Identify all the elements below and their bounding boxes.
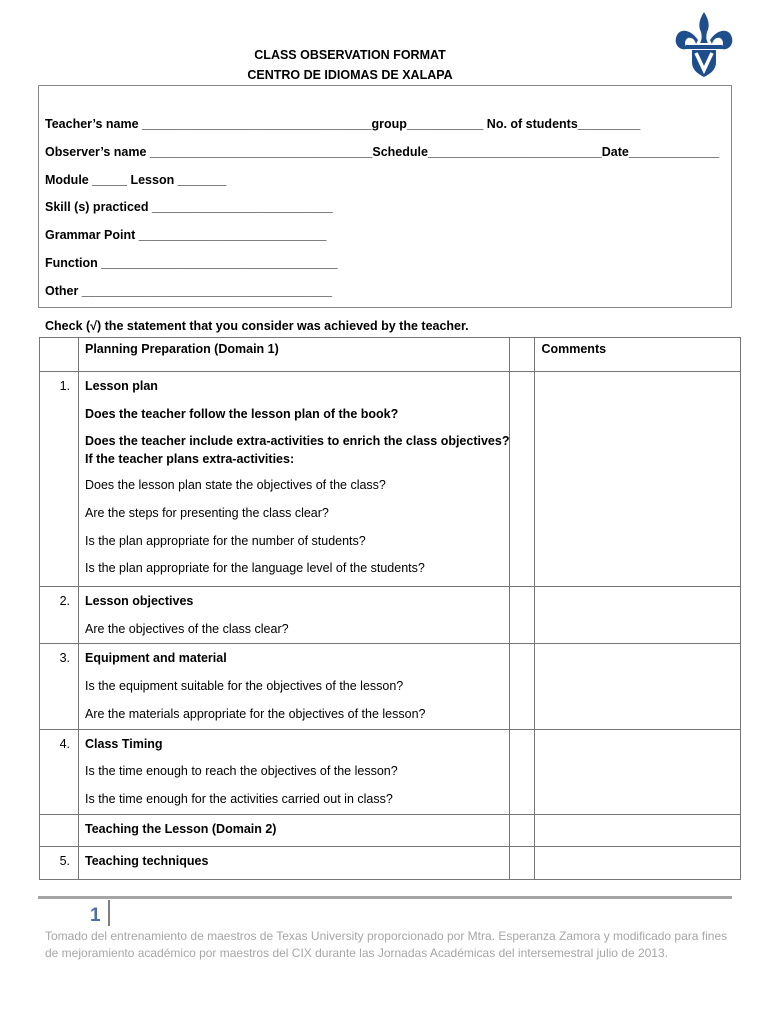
row-num-cell (40, 814, 79, 846)
header-num-cell (40, 338, 79, 372)
row-criteria-cell (79, 846, 510, 879)
page-number: 1 (90, 905, 101, 926)
criterion: Does the teacher follow the lesson plan of the book? (85, 406, 399, 421)
comments-cell[interactable] (535, 814, 741, 846)
row-num-cell (40, 729, 79, 814)
table-row (40, 587, 741, 644)
footer-divider (38, 896, 732, 899)
skills-practiced-line[interactable]: Skill (s) practiced __________________________ (45, 200, 333, 214)
section-heading: Class Timing (85, 736, 163, 751)
check-instruction: Check (√) the statement that you consider was achieved by the teacher. (45, 319, 469, 333)
check-cell[interactable] (510, 846, 535, 879)
row-num-cell (40, 644, 79, 729)
module-lesson-line[interactable]: Module _____ Lesson _______ (45, 173, 227, 187)
row-number: 5. (59, 853, 70, 868)
criterion: Is the time enough to reach the objectives of the lesson? (85, 764, 398, 779)
comments-label: Comments (541, 342, 607, 356)
section-heading: Teaching techniques (85, 853, 209, 868)
footer-note: Tomado del entrenamiento de maestros de Texas University proporcionado por Mtra. Esperanza Zamora y modificado para fines de mejoramiento académico por maestros del CIX durante las Jornadas Académicas del intersemestral julio de 2013. (45, 929, 728, 960)
domain1-label: Planning Preparation (Domain 1) (85, 342, 279, 356)
comments-cell[interactable] (535, 587, 741, 644)
section-heading: Lesson objectives (85, 594, 194, 608)
table-row (40, 644, 741, 729)
table-header-row (40, 338, 741, 372)
header-check-cell (510, 338, 535, 372)
check-cell[interactable] (510, 814, 535, 846)
check-cell[interactable] (510, 644, 535, 729)
row-num-cell (40, 372, 79, 587)
comments-cell[interactable] (535, 846, 741, 879)
row-number: 2. (59, 594, 70, 608)
criterion: Is the plan appropriate for the language level of the students? (85, 561, 425, 576)
criterion: Is the plan appropriate for the number of students? (85, 533, 366, 548)
domain2-cell (79, 814, 510, 846)
observer-name-line[interactable]: Observer’s name ________________________________Schedule_________________________Date_____________ (45, 145, 720, 159)
other-line[interactable]: Other ____________________________________ (45, 284, 333, 298)
criterion: Is the equipment suitable for the objectives of the lesson? (85, 679, 404, 694)
row-num-cell (40, 587, 79, 644)
university-logo (672, 10, 736, 80)
table-row (40, 372, 741, 587)
row-number: 3. (59, 651, 70, 666)
row-criteria-cell (79, 729, 510, 814)
domain2-row (40, 814, 741, 846)
check-cell[interactable] (510, 587, 535, 644)
row-criteria-cell (79, 372, 510, 587)
teacher-name-line[interactable]: Teacher’s name _________________________________group___________ No. of students_________ (45, 117, 641, 131)
table-row (40, 846, 741, 879)
comments-cell[interactable] (535, 372, 741, 587)
check-cell[interactable] (510, 729, 535, 814)
table-row (40, 729, 741, 814)
row-number: 4. (59, 736, 70, 751)
row-number: 1. (59, 379, 70, 393)
criterion: Are the objectives of the class clear? (85, 621, 289, 636)
criterion: Are the steps for presenting the class clear? (85, 505, 329, 520)
criterion: Is the time enough for the activities carried out in class? (85, 791, 393, 806)
row-criteria-cell (79, 644, 510, 729)
criterion: Does the teacher include extra-activities to enrich the class objectives? (85, 434, 510, 449)
grammar-point-line[interactable]: Grammar Point ___________________________ (45, 228, 327, 242)
observation-table (39, 337, 741, 880)
row-criteria-cell (79, 587, 510, 644)
document-title: CLASS OBSERVATION FORMAT (254, 48, 446, 62)
page-number-divider (108, 900, 110, 926)
row-num-cell (40, 846, 79, 879)
check-cell[interactable] (510, 372, 535, 587)
section-heading: Equipment and material (85, 651, 227, 666)
criterion: Are the materials appropriate for the objectives of the lesson? (85, 706, 426, 721)
function-line[interactable]: Function __________________________________ (45, 256, 338, 270)
institution-name: CENTRO DE IDIOMAS DE XALAPA (247, 68, 453, 82)
section-heading: Lesson plan (85, 379, 158, 393)
comments-cell[interactable] (535, 729, 741, 814)
header-domain1-cell (79, 338, 510, 372)
header-comments-cell (535, 338, 741, 372)
criterion: Does the lesson plan state the objectives of the class? (85, 478, 386, 493)
domain2-label: Teaching the Lesson (Domain 2) (85, 821, 277, 836)
comments-cell[interactable] (535, 644, 741, 729)
criterion: If the teacher plans extra-activities: (85, 452, 295, 467)
